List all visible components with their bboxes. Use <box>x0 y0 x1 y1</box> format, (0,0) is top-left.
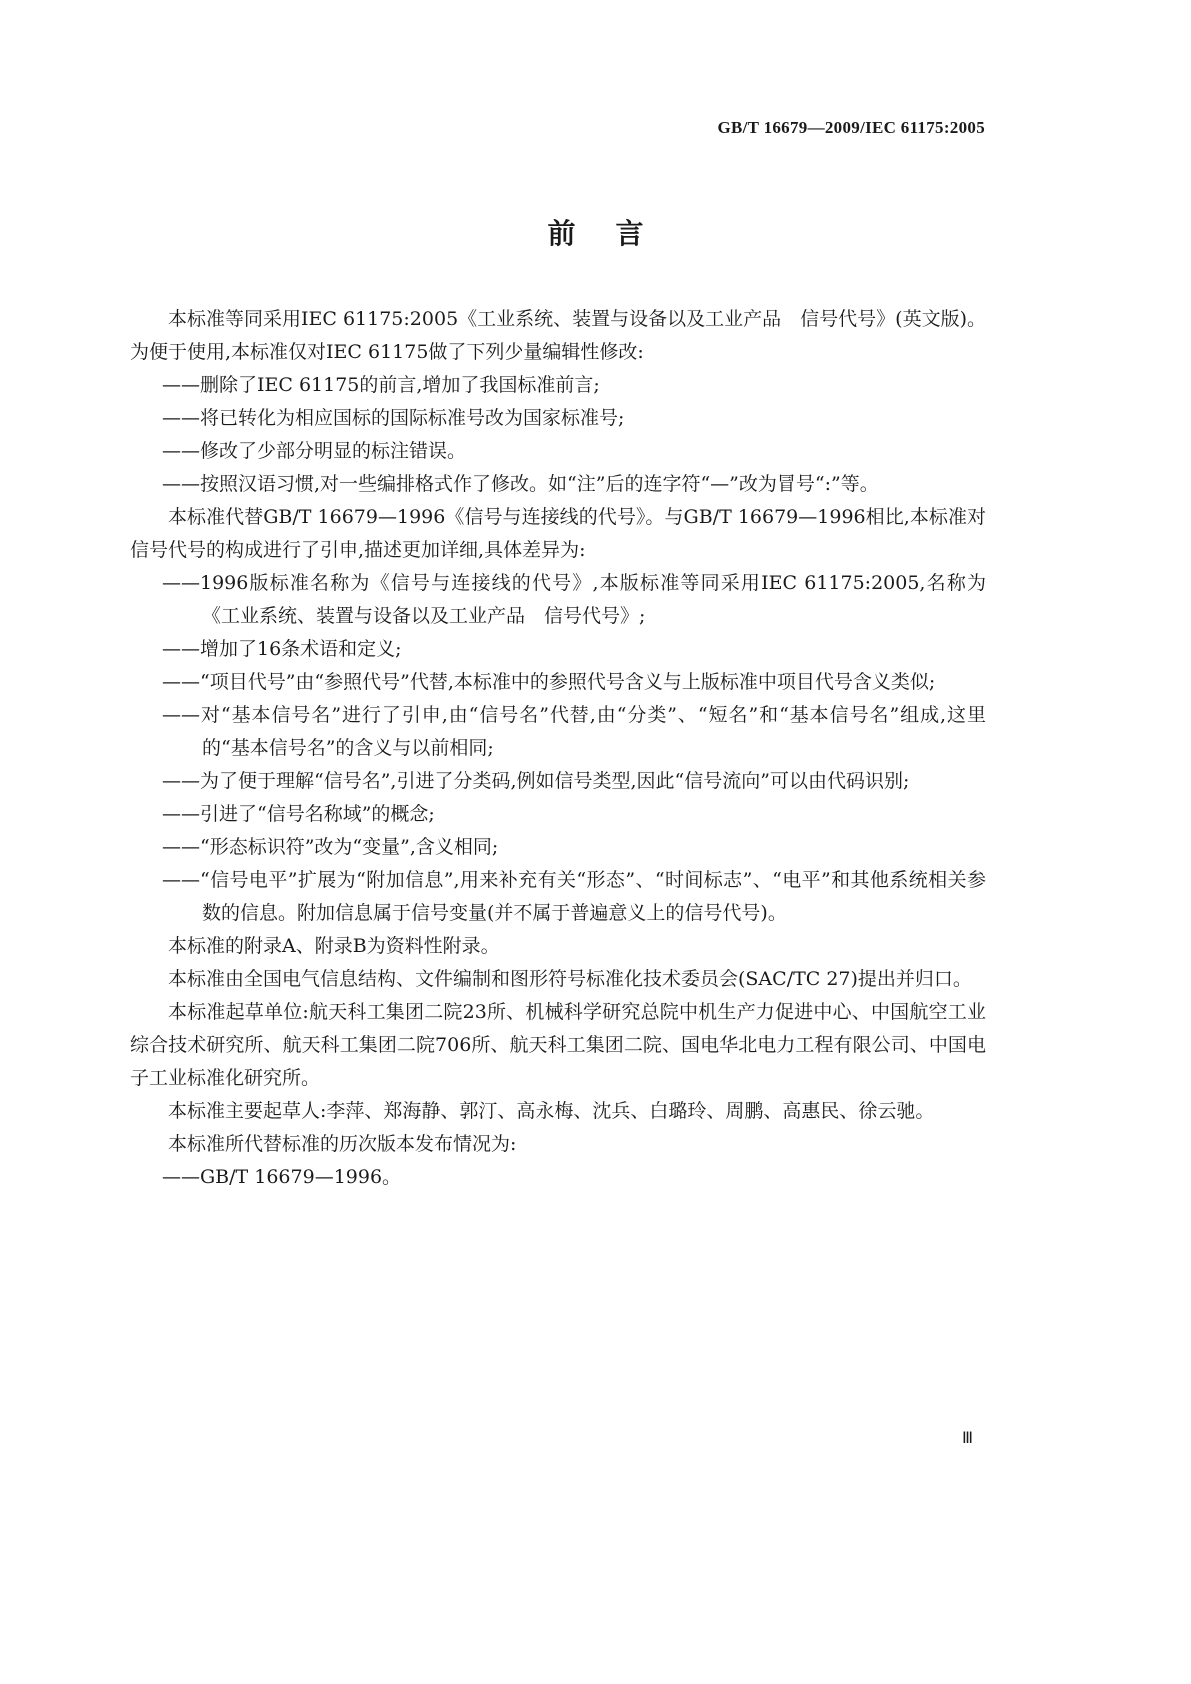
dash-list-item: ——将已转化为相应国标的国际标准号改为国家标准号; <box>162 407 625 429</box>
paragraph: 本标准代替GB/T 16679—1996《信号与连接线的代号》。与GB/T 16679—1996相比,本标准对信号代号的构成进行了引申,描述更加详细,具体差异为: <box>130 506 986 561</box>
dash-list-item: ——按照汉语习惯,对一些编排格式作了修改。如“注”后的连字符“—”改为冒号“:”等。 <box>162 473 879 495</box>
dash-list-item: ——引进了“信号名称域”的概念; <box>162 803 435 825</box>
dash-list-item: ——对“基本信号名”进行了引申,由“信号名”代替,由“分类”、“短名”和“基本信号名”组成,这里的“基本信号名”的含义与以前相同; <box>162 704 986 759</box>
dash-list-item: ——“形态标识符”改为“变量”,含义相同; <box>162 836 499 858</box>
page-title: 前言 <box>547 217 684 250</box>
page-number: Ⅲ <box>962 1430 974 1447</box>
paragraph: 本标准所代替标准的历次版本发布情况为: <box>168 1133 517 1155</box>
dash-list-item: ——1996版标准名称为《信号与连接线的代号》,本版标准等同采用IEC 61175:2005,名称为《工业系统、装置与设备以及工业产品 信号代号》; <box>162 572 986 627</box>
dash-list-item: ——“项目代号”由“参照代号”代替,本标准中的参照代号含义与上版标准中项目代号含义类似; <box>162 671 936 693</box>
standard-code-header: GB/T 16679—2009/IEC 61175:2005 <box>717 118 985 137</box>
paragraph: 本标准等同采用IEC 61175:2005《工业系统、装置与设备以及工业产品 信号代号》(英文版)。为便于使用,本标准仅对IEC 61175做了下列少量编辑性修改: <box>130 308 986 363</box>
foreword-body <box>130 303 986 1194</box>
paragraph: 本标准的附录A、附录B为资料性附录。 <box>168 935 500 957</box>
paragraph: 本标准起草单位:航天科工集团二院23所、机械科学研究总院中机生产力促进中心、中国航空工业综合技术研究所、航天科工集团二院706所、航天科工集团二院、国电华北电力工程有限公司、中国电子工业标准化研究所。 <box>130 1001 986 1089</box>
paragraph: 本标准主要起草人:李萍、郑海静、郭汀、高永梅、沈兵、白璐玲、周鹏、高惠民、徐云驰。 <box>168 1100 935 1122</box>
paragraph: 本标准由全国电气信息结构、文件编制和图形符号标准化技术委员会(SAC/TC 27)提出并归口。 <box>168 968 972 990</box>
dash-list-item: ——为了便于理解“信号名”,引进了分类码,例如信号类型,因此“信号流向”可以由代码识别; <box>162 770 910 792</box>
dash-list-item: ——删除了IEC 61175的前言,增加了我国标准前言; <box>162 374 600 396</box>
dash-list-item: ——修改了少部分明显的标注错误。 <box>162 440 467 462</box>
dash-list-item: ——“信号电平”扩展为“附加信息”,用来补充有关“形态”、“时间标志”、“电平”和其他系统相关参数的信息。附加信息属于信号变量(并不属于普遍意义上的信号代号)。 <box>162 869 986 924</box>
dash-list-item: ——GB/T 16679—1996。 <box>162 1166 402 1188</box>
dash-list-item: ——增加了16条术语和定义; <box>162 638 402 660</box>
